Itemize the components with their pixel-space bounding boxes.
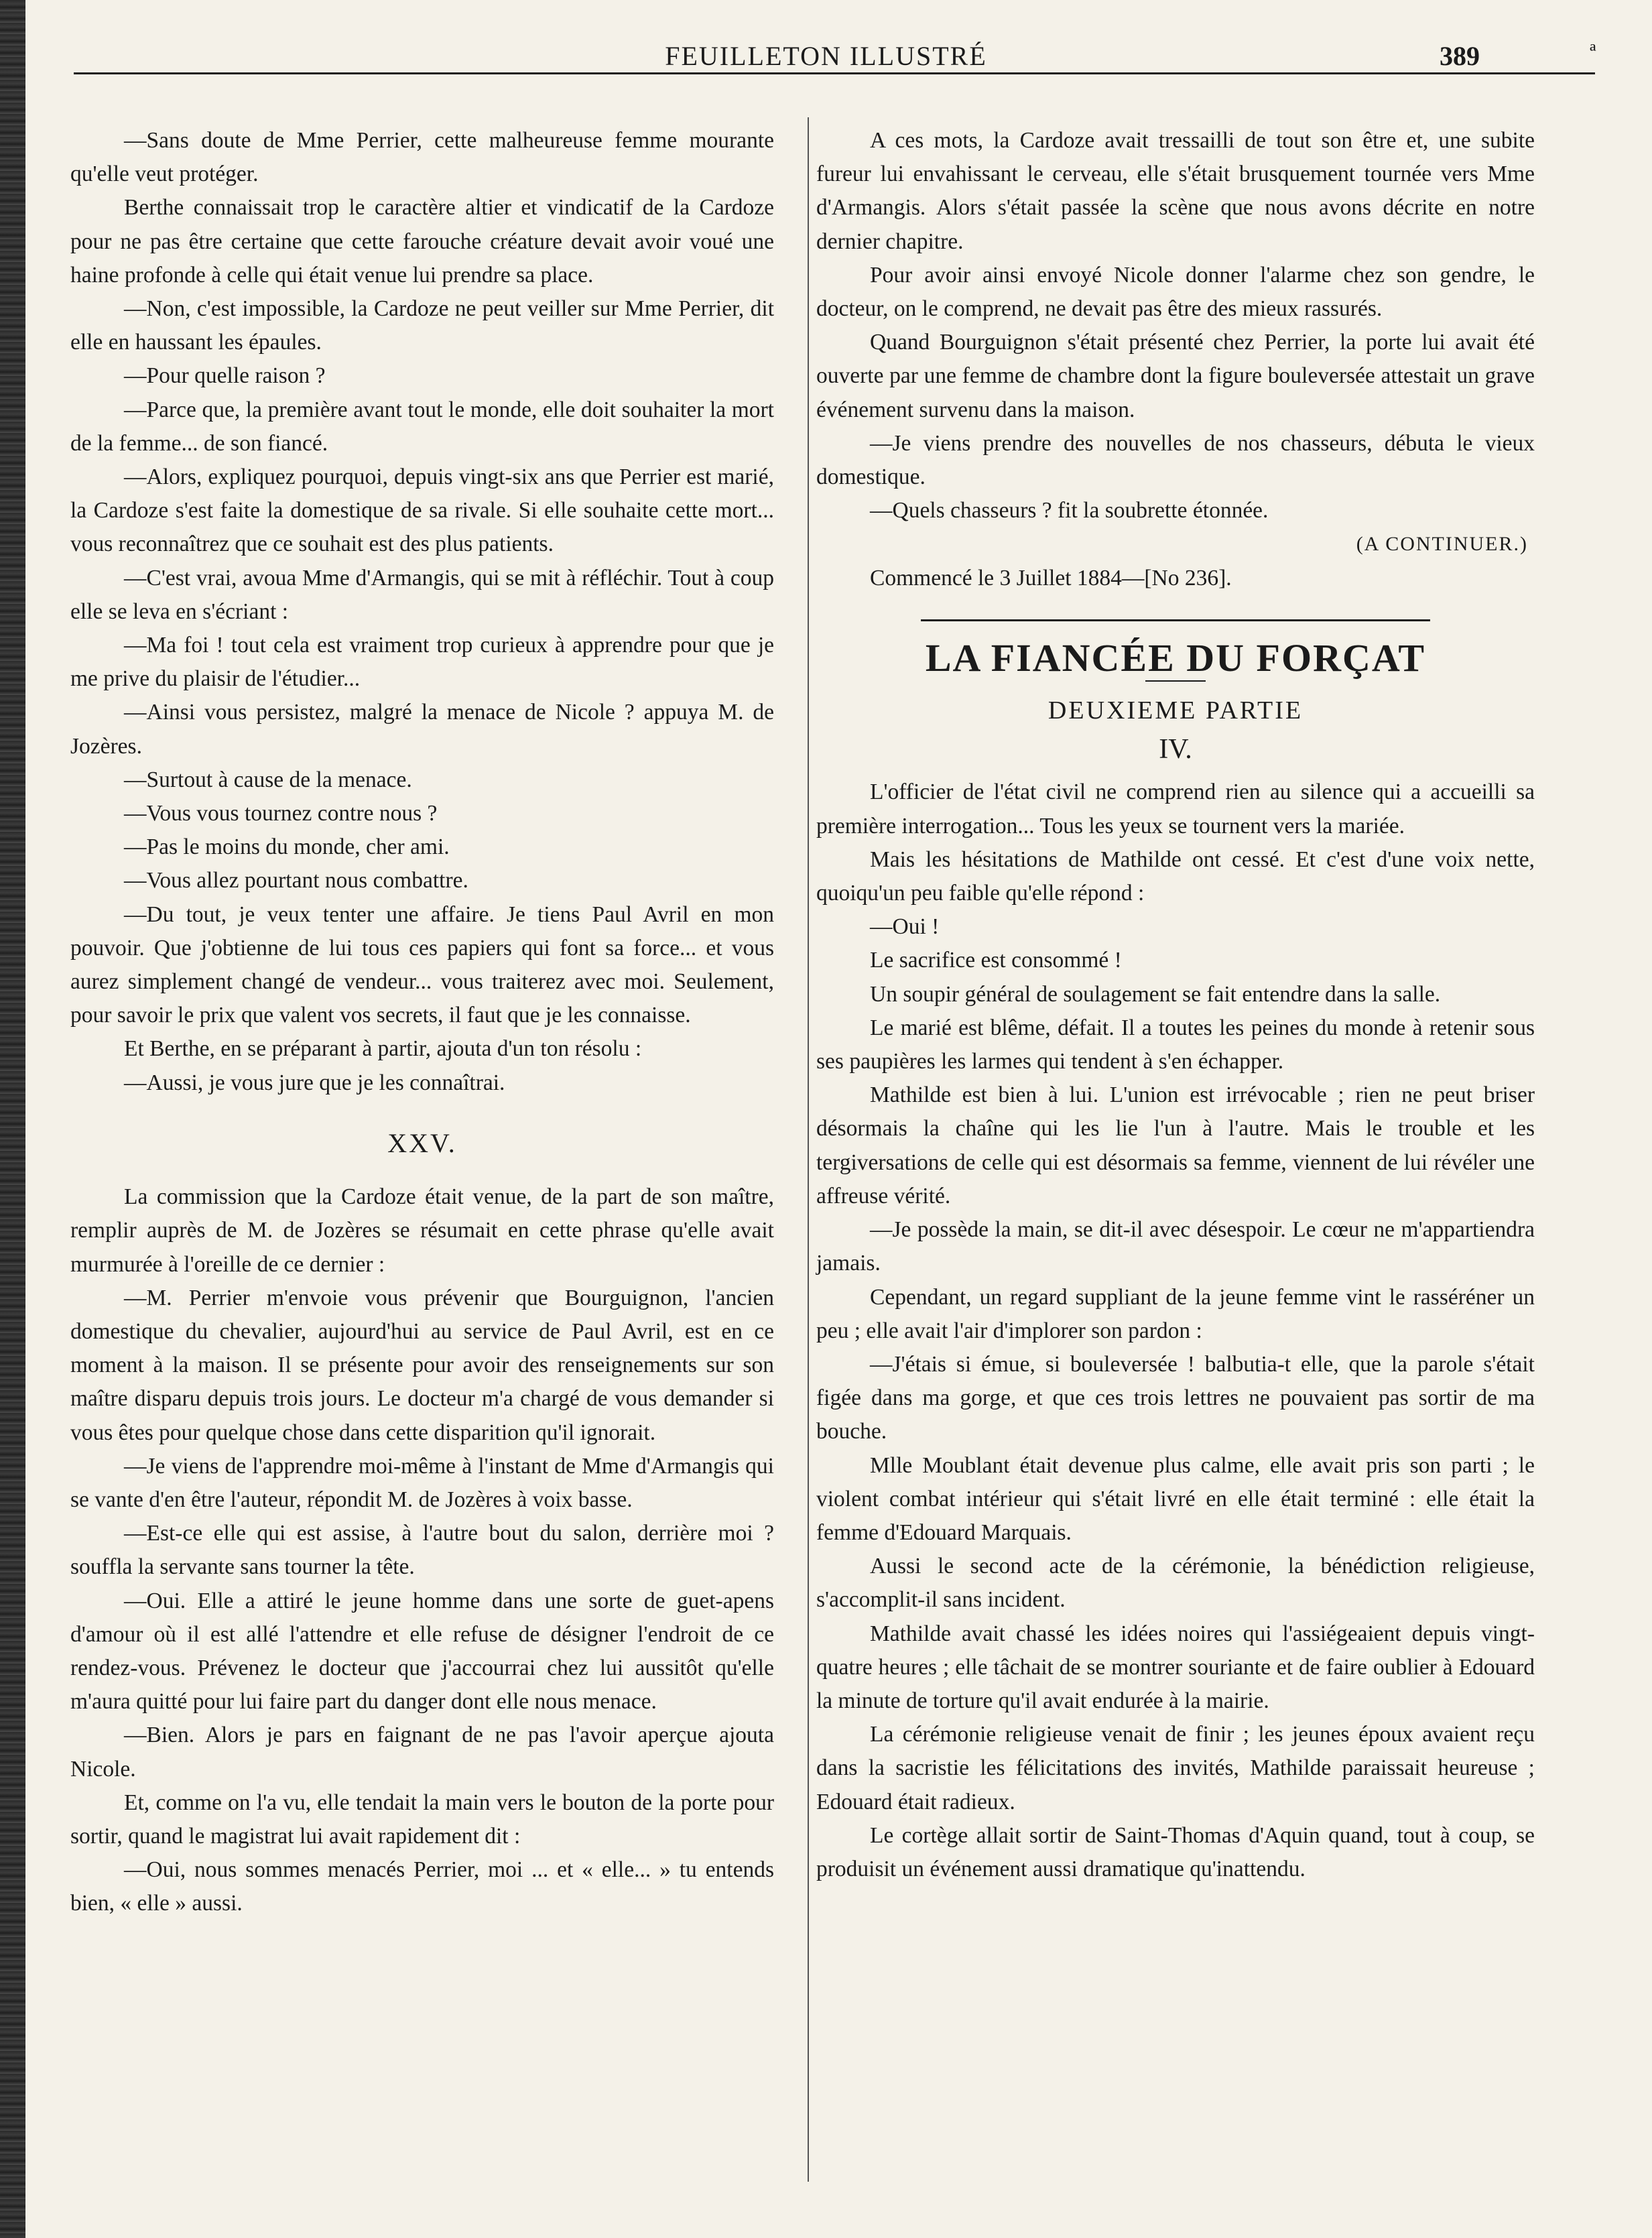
paragraph: —Quels chasseurs ? fit la soubrette étonnée.	[870, 498, 1269, 523]
paragraph: —M. Perrier m'envoie vous prévenir que Bourguignon, l'ancien domestique du chevalier, aujourd'hui au service de Paul Avril, est en ce moment à la maison. Il se présente pour avoir des renseignements sur son maître disparu depuis trois jours. Le docteur m'a chargé de vous demander si vous êtes pour quelque chose dans cette disparition qu'il ignorait.	[70, 1285, 774, 1445]
paragraph: Berthe connaissait trop le caractère altier et vindicatif de la Cardoze pour ne pas être certaine que cette farouche créature devait avoir voué une haine profonde à celle qui était venue lui prendre sa place.	[70, 195, 774, 288]
running-title: FEUILLETON ILLUSTRÉ	[665, 41, 987, 71]
paragraph: —Vous allez pourtant nous combattre.	[124, 868, 468, 893]
paragraph: —Oui, nous sommes menacés Perrier, moi ... et « elle... » tu entends bien, « elle » aussi.	[70, 1857, 774, 1916]
paragraph: Pour avoir ainsi envoyé Nicole donner l'alarme chez son gendre, le docteur, on le comprend, ne devait pas être des mieux rassurés.	[816, 262, 1535, 322]
paragraph: Mlle Moublant était devenue plus calme, elle avait pris son parti ; le violent combat intérieur qui s'était livré en elle était terminé : elle était la femme d'Edouard Marquais.	[816, 1452, 1535, 1545]
page-number: 389	[1440, 41, 1480, 71]
paragraph: —Surtout à cause de la menace.	[124, 767, 412, 792]
paragraph: —Pas le moins du monde, cher ami.	[124, 834, 450, 860]
section-number: IV.	[1159, 734, 1192, 765]
page-binding-edge	[0, 0, 25, 2238]
story-title: LA FIANCÉE DU FORÇAT	[925, 635, 1426, 680]
paragraph: Cependant, un regard suppliant de la jeune femme vint le rasséréner un peu ; elle avait l'air d'implorer son pardon :	[816, 1284, 1535, 1343]
paragraph: —Oui. Elle a attiré le jeune homme dans une sorte de guet-apens d'amour où il est allé l'attendre et elle refuse de désigner l'endroit de ce rendez-vous. Prévenez le docteur que j'accourrai chez lui aussitôt qu'elle m'aura quitté pour lui faire part du danger dont elle nous menace.	[70, 1588, 774, 1715]
paragraph: —Je viens prendre des nouvelles de nos chasseurs, débuta le vieux domestique.	[816, 430, 1535, 490]
paragraph: —Ma foi ! tout cela est vraiment trop curieux à apprendre pour que je me prive du plaisir de l'étudier...	[70, 633, 774, 692]
paragraph: —Je possède la main, se dit-il avec désespoir. Le cœur ne m'appartiendra jamais.	[816, 1217, 1535, 1276]
serial-dateline: Commencé le 3 Juillet 1884—[No 236].	[870, 565, 1232, 590]
chapter-heading: XXV.	[387, 1127, 457, 1158]
header-rule	[74, 72, 1595, 74]
paragraph: Mathilde est bien à lui. L'union est irrévocable ; rien ne peut briser désormais la chaîne qui les lie l'un à l'autre. Mais le trouble et les tergiversations de celle qui est désormais sa femme, viennent de lui révéler une affreuse vérité.	[816, 1082, 1535, 1208]
edge-mark: ª	[1590, 40, 1596, 65]
paragraph: —Bien. Alors je pars en faignant de ne pas l'avoir aperçue ajouta Nicole.	[70, 1723, 774, 1782]
paragraph: A ces mots, la Cardoze avait tressailli de tout son être et, une subite fureur lui envahissant le cerveau, elle s'était brusquement tournée vers Mme d'Armangis. Alors s'était passée la scène que nous avons décrite en notre dernier chapitre.	[816, 128, 1535, 254]
paragraph: —Alors, expliquez pourquoi, depuis vingt-six ans que Perrier est marié, la Cardoze s'est faite la domestique de sa rivale. Si elle souhaite cette mort... vous reconnaîtrez que ce souhait est des plus patients.	[70, 464, 774, 557]
paragraph: La commission que la Cardoze était venue, de la part de son maître, remplir auprès de M. de Jozères se résumait en cette phrase qu'elle avait murmurée à l'oreille de ce dernier :	[70, 1184, 774, 1277]
left-column	[70, 124, 774, 1921]
left-column-text-a	[70, 124, 774, 1100]
paragraph: —Du tout, je veux tenter une affaire. Je tiens Paul Avril en mon pouvoir. Que j'obtienne de lui tous ces papiers qui font sa force... et vous aurez simplement changé de vendeur... vous traiterez avec moi. Seulement, pour savoir le prix que valent vos secrets, il faut que je les connaisse.	[70, 902, 774, 1028]
paragraph: —Parce que, la première avant tout le monde, elle doit souhaiter la mort de la femme... de son fiancé.	[70, 397, 774, 456]
paragraph: —Non, c'est impossible, la Cardoze ne peut veiller sur Mme Perrier, dit elle en haussant les épaules.	[70, 296, 774, 355]
part-title: DEUXIEME PARTIE	[1047, 696, 1304, 725]
paragraph: —Sans doute de Mme Perrier, cette malheureuse femme mourante qu'elle veut protéger.	[70, 128, 774, 187]
paragraph: —Oui !	[870, 914, 940, 940]
paragraph: —C'est vrai, avoua Mme d'Armangis, qui se mit à réfléchir. Tout à coup elle se leva en s'écriant :	[70, 565, 774, 624]
paragraph: La cérémonie religieuse venait de finir ; les jeunes époux avaient reçu dans la sacristie les félicitations des invités, Mathilde paraissait heureuse ; Edouard était radieux.	[816, 1722, 1535, 1814]
column-divider	[808, 117, 809, 2182]
right-column	[816, 124, 1535, 1886]
paragraph: Le marié est blême, défait. Il a toutes les peines du monde à retenir sous ses paupières les larmes qui tendent à s'en échapper.	[816, 1015, 1535, 1074]
section-rule	[921, 619, 1430, 621]
paragraph: —J'étais si émue, si bouleversée ! balbutia-t elle, que la parole s'était figée dans ma gorge, et que ces trois lettres ne pouvaient pas sortir de ma bouche.	[816, 1351, 1535, 1444]
paragraph: —Ainsi vous persistez, malgré la menace de Nicole ? appuya M. de Jozères.	[70, 700, 774, 759]
paragraph: L'officier de l'état civil ne comprend rien au silence qui a accueilli sa première interrogation... Tous les yeux se tournent vers la mariée.	[816, 780, 1535, 838]
paragraph: —Pour quelle raison ?	[124, 363, 326, 389]
running-head	[0, 40, 1652, 94]
right-column-text-b	[816, 775, 1535, 1886]
paragraph: —Aussi, je vous jure que je les connaîtrai.	[124, 1070, 505, 1095]
left-column-text-b	[70, 1180, 774, 1920]
paragraph: —Est-ce elle qui est assise, à l'autre bout du salon, derrière moi ? souffla la servante sans tourner la tête.	[70, 1521, 774, 1580]
paragraph: —Vous vous tournez contre nous ?	[124, 801, 438, 826]
title-ornament-rule	[1145, 680, 1206, 682]
to-be-continued: (A CONTINUER.)	[1356, 533, 1528, 556]
paragraph: Quand Bourguignon s'était présenté chez Perrier, la porte lui avait été ouverte par une femme de chambre dont la figure bouleversée attestait un grave événement survenu dans la maison.	[816, 330, 1535, 422]
paragraph: —Je viens de l'apprendre moi-même à l'instant de Mme d'Armangis qui se vante d'en être l'auteur, répondit M. de Jozères à voix basse.	[70, 1453, 774, 1512]
paragraph: Le sacrifice est consommé !	[870, 948, 1122, 973]
paragraph: Et Berthe, en se préparant à partir, ajouta d'un ton résolu :	[124, 1036, 642, 1062]
paragraph: Un soupir général de soulagement se fait entendre dans la salle.	[870, 981, 1441, 1007]
paragraph: Mais les hésitations de Mathilde ont cessé. Et c'est d'une voix nette, quoiqu'un peu faible qu'elle répond :	[816, 847, 1535, 906]
paragraph: Le cortège allait sortir de Saint-Thomas d'Aquin quand, tout à coup, se produisit un événement aussi dramatique qu'inattendu.	[816, 1822, 1535, 1881]
paragraph: Et, comme on l'a vu, elle tendait la main vers le bouton de la porte pour sortir, quand le magistrat lui avait rapidement dit :	[70, 1790, 774, 1849]
right-column-text-a	[816, 124, 1535, 527]
paragraph: Mathilde avait chassé les idées noires qui l'assiégeaient depuis vingt-quatre heures ; elle tâchait de se montrer souriante et de faire oublier à Edouard la minute de torture qu'il avait endurée à la mairie.	[816, 1621, 1535, 1713]
paragraph: Aussi le second acte de la cérémonie, la bénédiction religieuse, s'accomplit-il sans incident.	[816, 1554, 1535, 1613]
